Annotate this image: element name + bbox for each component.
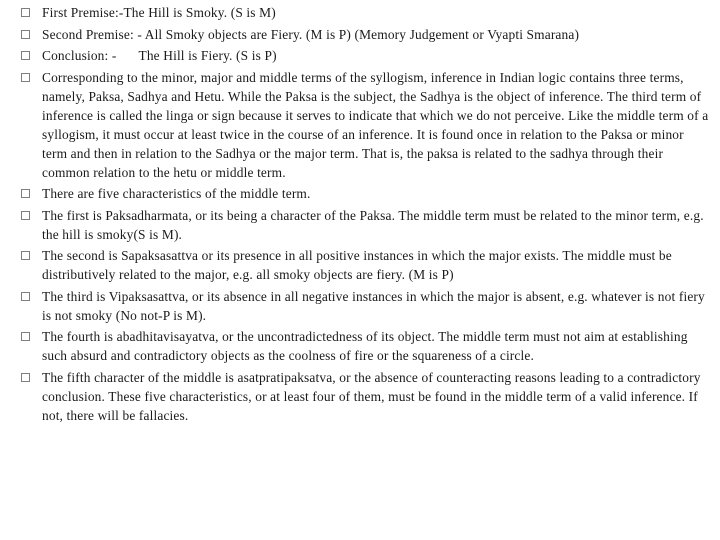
list-item-text: Corresponding to the minor, major and middle terms of the syllogism, inference in Indian logic contains three terms, namely, Paksa, Sadhya and Hetu. While the Paksa is the subject, the Sadhya is the object of inference. The third term of inference is called the linga or sign because it serves to indicate that which we do not perceive. Like the middle term of a syllogism, it must occur at least twice in the course of an inference. It is found once in relation to the Paksa or minor term and then in relation to the Sadhya or the major term. That is, the paksa is related to the sadhya through their common relation to the hetu or middle term. xyxy=(42,69,709,180)
list-item-text: Second Premise: - All Smoky objects are Fiery. (M is P) (Memory Judgement or Vyapti Smarana) xyxy=(42,26,580,42)
list-item-conclusion xyxy=(20,46,710,65)
list-item-text: There are five characteristics of the middle term. xyxy=(42,186,311,201)
conclusion-label: Conclusion: - xyxy=(42,48,117,63)
bullet-icon xyxy=(21,73,30,82)
list-item-fourth-characteristic xyxy=(20,327,710,365)
list-item-text: The first is Paksadharmata, or its being a character of the Paksa. The middle term must be related to the minor term, e.g. the hill is smoky(S is M). xyxy=(42,207,704,242)
list-item-text xyxy=(42,46,710,65)
list-item-second-premise xyxy=(20,25,710,44)
list-item-five-characteristics xyxy=(20,184,710,203)
bullet-icon xyxy=(21,292,30,301)
list-item-text: The third is Vipaksasattva, or its absence in all negative instances in which the major is absent, e.g. whatever is not fiery is not smoky (No not-P is M). xyxy=(42,288,705,323)
list-item-fifth-characteristic xyxy=(20,368,710,425)
list-item-first-premise xyxy=(20,3,710,22)
list-item-terms xyxy=(20,68,710,182)
list-item-text: First Premise:-The Hill is Smoky. (S is M) xyxy=(42,5,276,20)
conclusion-statement: The Hill is Fiery. (S is P) xyxy=(138,48,277,63)
list-item-third-characteristic xyxy=(20,287,710,325)
bullet-icon xyxy=(21,30,30,39)
list-item-second-characteristic xyxy=(20,246,710,284)
list-item-text: The fifth character of the middle is asatpratipaksatva, or the absence of counteracting reasons leading to a contradictory conclusion. These five characteristics, or at least four of them, must be found in the middle term of a valid inference. If not, there will be fallacies. xyxy=(42,369,701,423)
bullet-icon xyxy=(21,8,30,17)
bullet-icon xyxy=(21,251,30,260)
list-item-text: The second is Sapaksasattva or its presence in all positive instances in which the major exists. The middle must be distributively related to the major, e.g. all smoky objects are fiery. (M is P) xyxy=(42,248,672,282)
bullet-list xyxy=(20,3,710,427)
list-item-text: The fourth is abadhitavisayatva, or the uncontradictedness of its object. The middle term must not aim at establishing such absurd and contradictory objects as the coolness of fire or the squareness of a circle. xyxy=(42,329,688,363)
bullet-icon xyxy=(21,189,30,198)
bullet-icon xyxy=(21,211,30,220)
bullet-icon xyxy=(21,51,30,60)
bullet-icon xyxy=(21,332,30,341)
bullet-icon xyxy=(21,373,30,382)
list-item-first-characteristic xyxy=(20,206,710,244)
